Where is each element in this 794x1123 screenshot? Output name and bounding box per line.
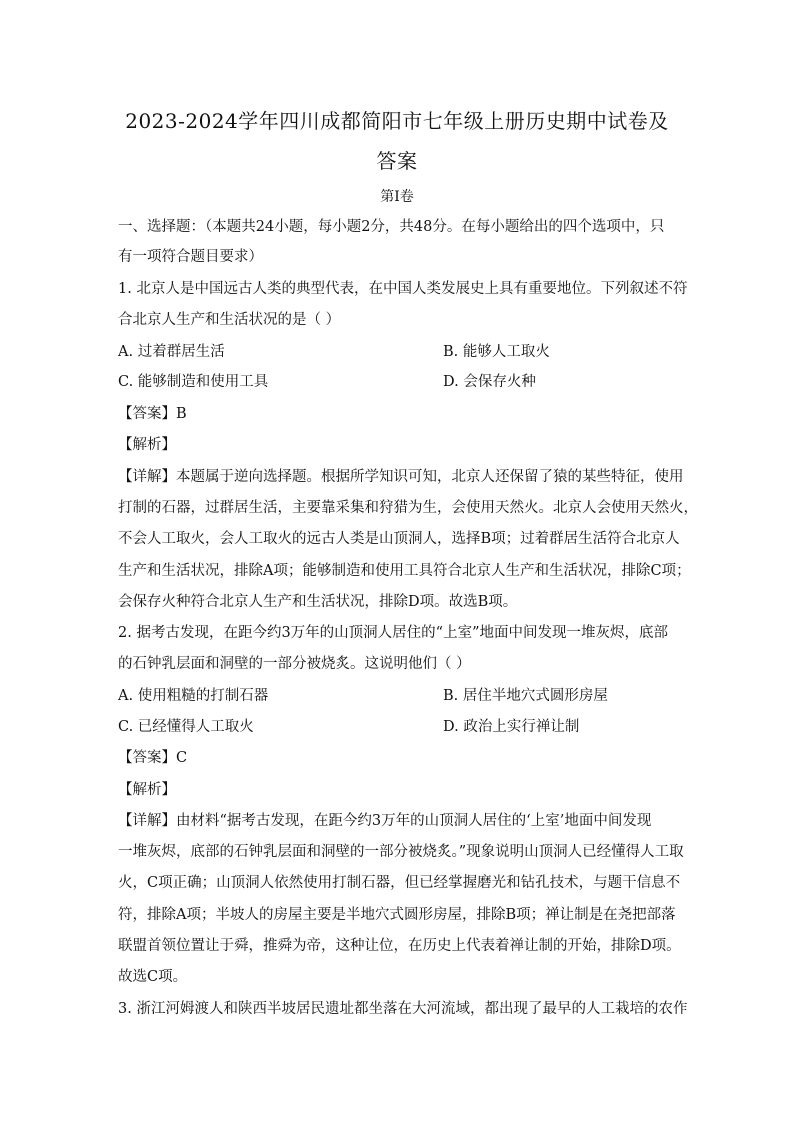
q1-detail-line4: 生产和生活状况，排除A项；能够制造和使用工具符合北京人生产和生活状况，排除C项；: [118, 563, 691, 579]
document-title-line2: 答案: [376, 149, 418, 173]
section-heading: 第Ⅰ卷: [380, 189, 414, 205]
q2-analysis-label: 【解析】: [118, 782, 176, 798]
q2-detail-line2: 一堆灰烬，底部的石钟乳层面和洞壁的一部分被烧炙。”现象说明山顶洞人已经懂得人工取: [118, 844, 684, 860]
q1-detail-line1: 【详解】本题属于逆向选择题。根据所学知识可知，北京人还保留了猿的某些特征，使用: [118, 469, 684, 485]
q2-stem-line1: 2. 据考古发现，在距今约3万年的山顶洞人居住的“上室”地面中间发现一堆灰烬，底部: [118, 625, 668, 641]
instructions-line1: 一、选择题：（本题共24小题，每小题2分，共48分。在每小题给出的四个选项中，只: [118, 219, 665, 235]
q1-option-c: C. 能够制造和使用工具: [118, 374, 269, 390]
q1-detail-line5: 会保存火种符合北京人生产和生活状况，排除D项。故选B项。: [118, 594, 518, 610]
q2-option-b: B. 居住半地穴式圆形房屋: [443, 688, 608, 704]
q2-option-c: C. 已经懂得人工取火: [118, 719, 254, 735]
q1-option-a: A. 过着群居生活: [118, 344, 225, 360]
q2-stem-line2: 的石钟乳层面和洞壁的一部分被烧炙。这说明他们（ ）: [118, 656, 471, 672]
q2-option-d: D. 政治上实行禅让制: [443, 719, 580, 735]
q2-detail-line6: 故选C项。: [118, 969, 188, 985]
q2-detail-line1: 【详解】由材料“据考古发现，在距今约3万年的山顶洞人居住的‘上室’地面中间发现: [118, 813, 652, 829]
q1-option-d: D. 会保存火种: [443, 374, 536, 390]
instructions-line2: 有一项符合题目要求）: [118, 249, 263, 265]
q1-option-b: B. 能够人工取火: [443, 344, 550, 360]
q2-option-a: A. 使用粗糙的打制石器: [118, 688, 269, 704]
q2-answer: 【答案】C: [118, 750, 188, 766]
q1-stem-line1: 1. 北京人是中国远古人类的典型代表，在中国人类发展史上具有重要地位。下列叙述不符: [118, 281, 688, 297]
q1-answer: 【答案】B: [118, 406, 187, 422]
q2-detail-line5: 联盟首领位置让于舜，推舜为帝，这种让位，在历史上代表着禅让制的开始，排除D项。: [118, 938, 681, 954]
q1-detail-line3: 不会人工取火，会人工取火的远古人类是山顶洞人，选择B项；过着群居生活符合北京人: [118, 531, 680, 547]
q1-detail-line2: 打制的石器，过群居生活，主要靠采集和狩猎为生，会使用天然火。北京人会使用天然火，: [118, 500, 698, 516]
document-title-line1: 2023-2024学年四川成都简阳市七年级上册历史期中试卷及: [125, 109, 669, 133]
q2-detail-line3: 火，C项正确；山顶洞人依然使用打制石器，但已经掌握磨光和钻孔技术，与题干信息不: [118, 875, 681, 891]
q2-detail-line4: 符，排除A项；半坡人的房屋主要是半地穴式圆形房屋，排除B项；禅让制是在尧把部落: [118, 907, 676, 923]
q1-stem-line2: 合北京人生产和生活状况的是（ ）: [118, 312, 341, 328]
q1-analysis-label: 【解析】: [118, 437, 176, 453]
q3-stem-line1: 3. 浙江河姆渡人和陕西半坡居民遗址都坐落在大河流域，都出现了最早的人工栽培的农作: [118, 1001, 688, 1017]
